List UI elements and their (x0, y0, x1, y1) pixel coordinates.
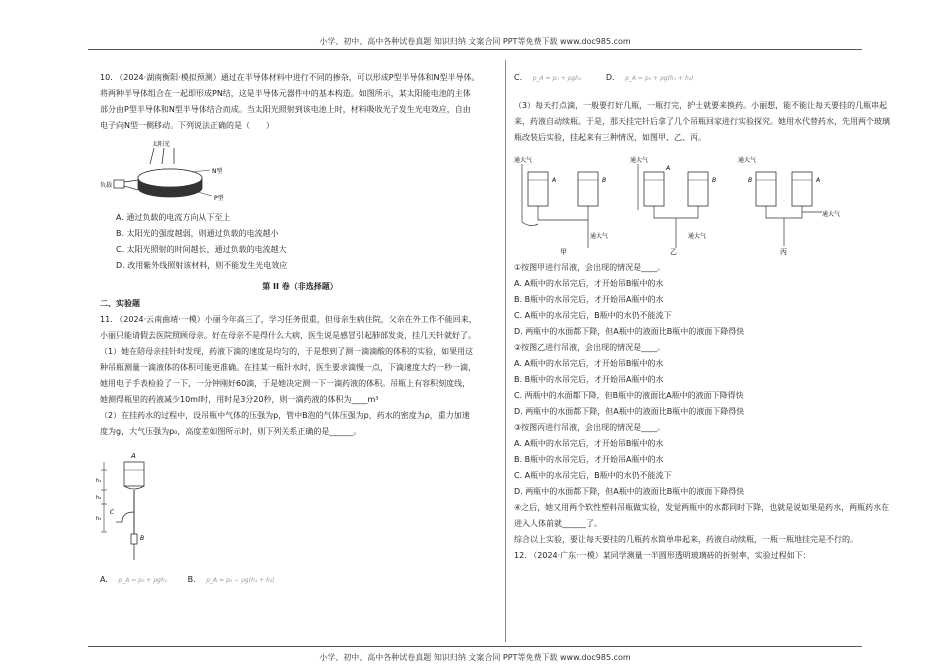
bottle-a-label: A (816, 177, 821, 184)
figure-yi-label: 乙 (670, 248, 677, 256)
subquestion-line: C. 两瓶中的水面都下降，但B瓶中的液面比A瓶中的液面下降得快 (514, 391, 744, 400)
option-b-formula: p_A = p₀ − ρg(h₁ + h₂) (206, 577, 275, 584)
air-label: 通大气 (738, 157, 757, 164)
q10-line: 10. （2024·湖南衡阳·模拟预测）通过在半导体材料中进行不同的掺杂，可以形成P型半导体和N型半导体。 (100, 73, 480, 82)
subquestion-line: B. B瓶中的水吊完后，才开始吊A瓶中的水 (514, 455, 664, 464)
q11-line: （1）她在陪母亲挂针时发现，药液下滴的速度是均匀的，于是想到了测一滴滴酸的体积的实验，如果用这 (100, 347, 474, 356)
label-b: B (140, 535, 145, 542)
q11-line: 小丽只能请假去医院照顾母亲。好在母亲不是得什么大病，医生说是感冒引起肺部发炎，挂几天针就好了。 (100, 331, 476, 340)
air-label: 通大气 (688, 233, 707, 240)
q11-ab-options (100, 572, 500, 589)
n-type-label: N型 (212, 168, 223, 175)
option-a-formula: p_A = p₀ + ρgh₁ (118, 577, 168, 584)
air-label: 通大气 (822, 211, 841, 218)
label-h2: h₂ (96, 495, 102, 501)
label-a: A (131, 452, 136, 460)
part3-line: 来，药液自动续瓶。于是，那天挂完针后拿了几个吊瓶回家进行实验探究。她用水代替药水，先用两个玻璃 (514, 117, 890, 126)
q11-block (100, 296, 500, 440)
q11-line: （2）在挂药水的过程中，设吊瓶中气体的压强为p，管中B泡的气体压强为p，药水的密度为ρ，重力加速 (100, 411, 470, 420)
q11-subquestions (514, 260, 890, 564)
page-footer: 小学、初中、高中各种试卷真题 知识归纳 文案合同 PPT等免费下载 www.doc985.com (319, 653, 631, 662)
q11-line: 她用电子手表检验了一下，一分钟刚好60滴，于是她决定测一下一滴药液的体积。吊瓶上有容积刻度线， (100, 379, 471, 388)
load-label: 负载 (100, 182, 113, 189)
three-bottle-setups-figure (510, 150, 850, 258)
q11-line: 11. （2024·云南曲靖·一模）小丽今年高三了，学习任务很重，但母亲生病住院，父亲在外工作不能回来， (100, 315, 477, 324)
air-label: 通大气 (514, 157, 533, 164)
bottle-b-label: B (602, 177, 607, 184)
solar-cell-figure (100, 138, 232, 208)
subquestion-line: A. A瓶中的水吊完后，才开始吊B瓶中的水 (514, 439, 664, 448)
part2-title: 第 II 卷（非选择题） (262, 282, 338, 291)
bottle-a-label: A (552, 177, 557, 184)
p-type-label: P型 (214, 195, 224, 202)
q10-option-b: B. 太阳光的强度越弱，则通过负载的电流越小 (116, 229, 279, 238)
air-label: 通大气 (590, 233, 609, 240)
subquestion-line: 12. （2024·广东·一模）某同学测量一半圆形透明玻璃砖的折射率，实验过程如下： (514, 551, 811, 560)
subquestion-line: B. B瓶中的水吊完后，才开始吊A瓶中的水 (514, 375, 664, 384)
section-heading: 二、实验题 (100, 299, 140, 308)
iv-bottle-figure (96, 448, 176, 568)
q11-line: 度为g，大气压强为p₀，高度差如图所示时，则下列关系正确的是______。 (100, 427, 362, 436)
bottle-a-label: A (666, 165, 671, 172)
label-c: C (110, 509, 115, 516)
left-column (100, 70, 500, 134)
subquestion-line: ③按图丙进行吊液，会出现的情况是____。 (514, 423, 666, 432)
page-header: 小学、初中、高中各种试卷真题 知识归纳 文案合同 PPT等免费下载 www.doc985.com (319, 37, 631, 46)
air-label: 通大气 (630, 157, 649, 164)
option-c-formula: p_A = p₀ + ρgh₂ (532, 75, 582, 82)
part3-line: 瓶改装后实验，挂起来有三种情况，如图甲、乙、丙。 (514, 133, 706, 142)
option-a-label: A. (100, 575, 108, 584)
bottle-b-label: B (748, 177, 753, 184)
option-b-label: B. (187, 575, 196, 584)
subquestion-line: B. B瓶中的水吊完后，才开始吊A瓶中的水 (514, 295, 664, 304)
q10-option-d: D. 改用紫外线照射该材料，则不能发生光电效应 (116, 261, 288, 270)
q10-line: 电子向N型一侧移动。下列说法正确的是（ ） (100, 121, 274, 130)
q11-line: 种吊瓶测量一滴液体的体积可能更准确。在挂某一瓶针水时，医生要求滴慢一点，下滴速度大约一秒一滴， (100, 363, 476, 372)
header-rule (88, 49, 862, 50)
q11-part3 (514, 98, 890, 146)
column-divider (505, 60, 506, 642)
q10-options (116, 210, 496, 274)
option-d-label: D. (605, 73, 615, 82)
option-d-formula: p_A = p₀ + ρg(h₁ + h₂) (625, 75, 694, 82)
label-h1: h₁ (96, 478, 102, 484)
figure-jia-label: 甲 (560, 248, 567, 256)
subquestion-line: 综合以上实验，要让每天要挂的几瓶药水简单串起来，药液自动续瓶，一瓶一瓶地挂完是不行的。 (514, 535, 858, 544)
subquestion-line: D. 两瓶中的水面都下降，但A瓶中的液面比B瓶中的液面下降得快 (514, 327, 745, 336)
subquestion-line: C. A瓶中的水吊完后，B瓶中的水仍不能流下 (514, 311, 672, 320)
subquestion-line: D. 两瓶中的水面都下降，但A瓶中的液面比B瓶中的液面下降得快 (514, 487, 745, 496)
subquestion-line: A. A瓶中的水吊完后，才开始吊B瓶中的水 (514, 279, 664, 288)
subquestion-line: ①按图甲进行吊液，会出现的情况是____。 (514, 263, 666, 272)
q11-line: 她测得瓶里的药液减少10ml时，用时是3分20秒，则一滴药液的体积为____m³ (100, 395, 379, 404)
q10-option-c: C. 太阳光照射的时间越长，通过负载的电流越大 (116, 245, 287, 254)
subquestion-line: A. A瓶中的水吊完后，才开始吊B瓶中的水 (514, 359, 664, 368)
subquestion-line: D. 两瓶中的水面都下降，但A瓶中的液面比B瓶中的液面下降得快 (514, 407, 745, 416)
figure-bing-label: 丙 (780, 248, 787, 256)
part3-line: （3）每天打点滴，一般要打好几瓶，一瓶打完，护士就要来换药。小丽想，能不能让每天要挂的几瓶串起 (514, 101, 888, 110)
q10-option-a: A. 通过负载的电流方向从下至上 (116, 213, 231, 222)
q11-cd-options (514, 70, 854, 87)
q10-line: 将两种半导体组合在一起即形成PN结，这是半导体元器件中的基本构造。如图所示，某太阳能电池的主体 (100, 89, 471, 98)
subquestion-line: C. A瓶中的水吊完后，B瓶中的水仍不能流下 (514, 471, 672, 480)
option-c-label: C. (514, 73, 523, 82)
subquestion-line: ②按图乙进行吊液，会出现的情况是____。 (514, 343, 666, 352)
subquestion-line: ④之后，她又用两个软性塑料吊瓶做实验，发觉两瓶中的水都同时下降，也就是说如果是药水，两瓶药水在 (514, 503, 890, 512)
q10-line: 部分由P型半导体和N型半导体结合而成。当太阳光照射到该电池上时，材料吸收光子发生光电效应，自由 (100, 105, 471, 114)
bottle-b-label: B (712, 177, 717, 184)
label-h3: h₃ (96, 516, 102, 522)
sunlight-label: 太阳光 (152, 141, 171, 148)
subquestion-line: 进入人体前就______了。 (514, 519, 602, 528)
footer-rule (88, 646, 862, 647)
